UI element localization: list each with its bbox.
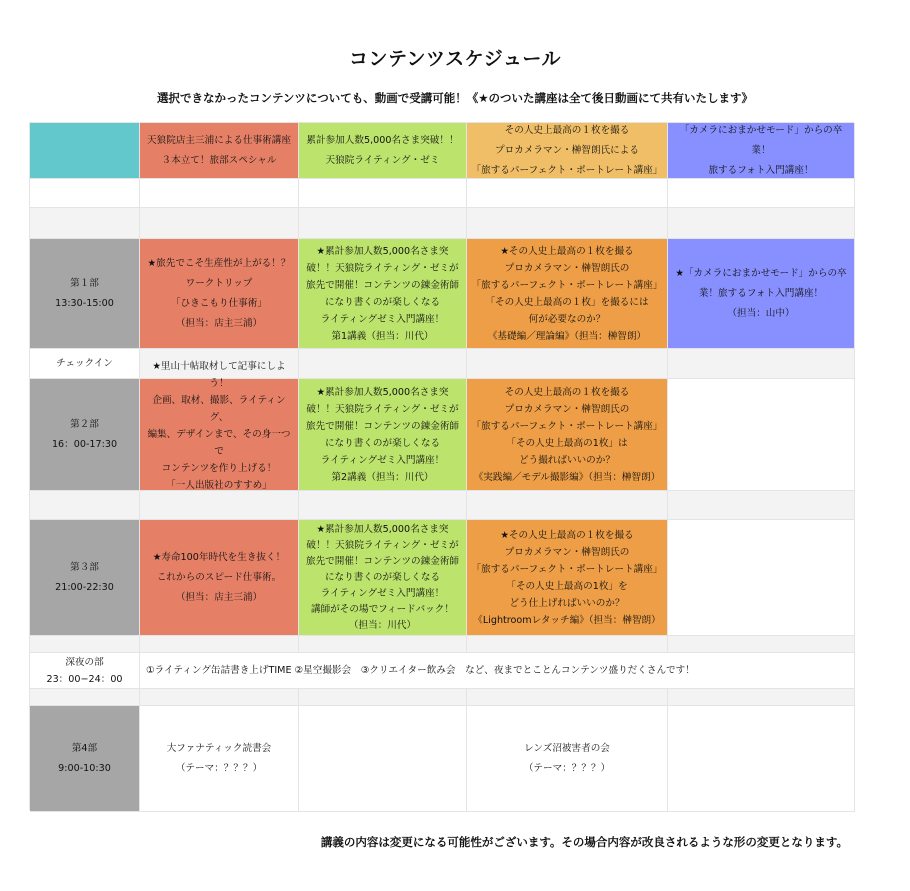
session3-empty-cell — [668, 520, 855, 636]
spacer-cell — [668, 491, 855, 520]
spacer-cell — [668, 636, 855, 653]
spacer-cell — [467, 349, 668, 379]
header-miura-course: 天狼院店主三浦による仕事術講座 ３本立て！旅部スペシャル — [140, 123, 299, 179]
spacer-cell — [30, 179, 140, 208]
session3-portrait-cell: ★その人史上最高の１枚を撮る プロカメラマン・榊智朗氏の 「旅するパーフェクト・ポートレート講座」 「その人史上最高の1枚」を どう仕上げればいいのか？ 《Lightroomレタッチ編》（担当：榊智朗） — [467, 520, 668, 636]
spacer-cell — [299, 179, 467, 208]
spacer-cell — [299, 349, 467, 379]
header-photo-course: 「カメラにおまかせモード」からの卒業！ 旅するフォト入門講座！ — [668, 123, 855, 179]
spacer-cell — [467, 179, 668, 208]
session1-portrait-cell: ★その人史上最高の１枚を撮る プロカメラマン・榊智朗氏の 「旅するパーフェクト・ポートレート講座」 「その人史上最高の１枚」を撮るには 何が必要なのか？ 《基礎編／理論編》（担当：榊智朗） — [467, 239, 668, 349]
session4-lens-club-cell: レンズ沼被害者の会 （テーマ：？？？） — [467, 706, 668, 812]
spacer-cell — [140, 208, 299, 239]
session1-miura-cell: ★旅先でこそ生産性が上がる！？ ワークトリップ 「ひきこもり仕事術」 （担当：店主三浦） — [140, 239, 299, 349]
session1-photo-cell: ★「カメラにおまかせモード」からの卒 業！旅するフォト入門講座！ （担当：山中） — [668, 239, 855, 349]
spacer-cell — [467, 208, 668, 239]
session2-miura-cell: ★里山十帖取材して記事にしよう！ 企画、取材、撮影、ライティング、 編集、デザインまで、その身一つで コンテンツを作り上げる！ 「一人出版社のすすめ」 — [140, 379, 299, 491]
spacer-cell — [140, 179, 299, 208]
spacer-cell — [299, 636, 467, 653]
spacer-cell — [467, 689, 668, 706]
checkin-label: チェックイン — [30, 349, 140, 379]
session3-miura-cell: ★寿命100年時代を生き抜く！ これからのスピード仕事術。 （担当：店主三浦） — [140, 520, 299, 636]
spacer-cell — [668, 349, 855, 379]
spacer-cell — [668, 179, 855, 208]
latenight-time-label: 深夜の部 23：00−24：00 — [30, 653, 140, 689]
spacer-cell — [30, 491, 140, 520]
session1-writing-cell: ★累計参加人数5,000名さま突 破！！天狼院ライティング・ゼミが 旅先で開催！コンテンツの錬金術師 になり書くのが楽しくなる ライティングゼミ入門講座！ 第1講義（担当：川代） — [299, 239, 467, 349]
session2-time-label: 第２部 16：00-17:30 — [30, 379, 140, 491]
session3-writing-cell: ★累計参加人数5,000名さま突 破！！天狼院ライティング・ゼミが 旅先で開催！コンテンツの錬金術師 になり書くのが楽しくなる ライティングゼミ入門講座！ 講師がその場でフィードバック！ （担当：川代） — [299, 520, 467, 636]
session4-empty-cell — [299, 706, 467, 812]
schedule-table — [29, 122, 854, 810]
header-corner-cell — [30, 123, 140, 179]
spacer-cell — [140, 636, 299, 653]
spacer-cell — [299, 208, 467, 239]
page-title: コンテンツスケジュール — [348, 48, 562, 70]
footnote: 講義の内容は変更になる可能性がございます。その場合内容が改良されるような形の変更となります。 — [320, 835, 848, 849]
session4-reading-club-cell: 大ファナティック読書会 （テーマ：？？？） — [140, 706, 299, 812]
session3-time-label: 第３部 21:00-22:30 — [30, 520, 140, 636]
spacer-cell — [140, 689, 299, 706]
spacer-cell — [467, 491, 668, 520]
spacer-cell — [140, 491, 299, 520]
spacer-cell — [30, 689, 140, 706]
spacer-cell — [299, 491, 467, 520]
spacer-cell — [467, 636, 668, 653]
header-portrait-course: その人史上最高の１枚を撮る プロカメラマン・榊智朗氏による 「旅するパーフェクト・ポートレート講座」 — [467, 123, 668, 179]
session4-time-label: 第4部 9:00-10:30 — [30, 706, 140, 812]
session2-writing-cell: ★累計参加人数5,000名さま突 破！！天狼院ライティング・ゼミが 旅先で開催！コンテンツの錬金術師 になり書くのが楽しくなる ライティングゼミ入門講座！ 第2講義（担当：川代） — [299, 379, 467, 491]
spacer-cell — [30, 636, 140, 653]
session1-time-label: 第１部 13:30-15:00 — [30, 239, 140, 349]
session2-empty-cell — [668, 379, 855, 491]
session4-empty-cell — [668, 706, 855, 812]
spacer-cell — [668, 208, 855, 239]
spacer-cell — [668, 689, 855, 706]
page-subtitle: 選択できなかったコンテンツについても、動画で受講可能！《★のついた講座は全て後日動画にて共有いたします》 — [157, 91, 753, 105]
session2-portrait-cell: その人史上最高の１枚を撮る プロカメラマン・榊智朗氏の 「旅するパーフェクト・ポートレート講座」 「その人史上最高の1枚」は どう撮ればいいのか？ 《実践編／モデル撮影編》（担当：榊智朗） — [467, 379, 668, 491]
spacer-cell — [30, 208, 140, 239]
latenight-description: ①ライティング缶詰書き上げTIME ②星空撮影会 ③クリエイター飲み会 など、夜までとことんコンテンツ盛りだくさんです！ — [140, 653, 855, 689]
header-writing-seminar: 累計参加人数5,000名さま突破！！ 天狼院ライティング・ゼミ — [299, 123, 467, 179]
spacer-cell — [299, 689, 467, 706]
